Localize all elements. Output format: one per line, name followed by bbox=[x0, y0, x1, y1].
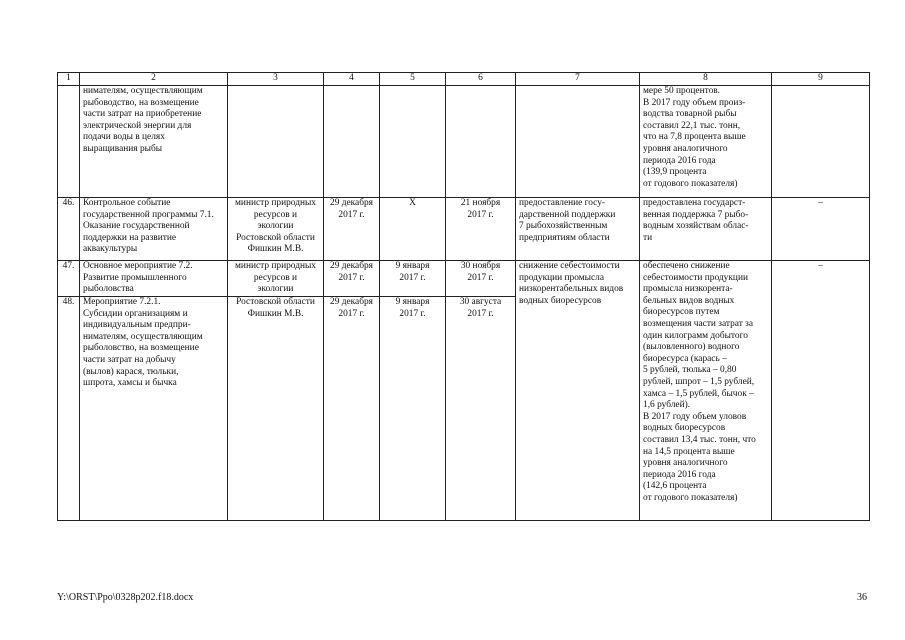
cell-line: Фишкин М.В. bbox=[247, 308, 304, 319]
cell-line: – bbox=[818, 198, 823, 208]
cell-fact-end bbox=[446, 261, 516, 297]
table-row bbox=[58, 261, 870, 297]
cell-actual-result bbox=[640, 261, 772, 521]
cell-line: 2017 г. bbox=[338, 209, 365, 220]
cell-line: 2017 г. bbox=[338, 308, 365, 319]
cell-line: В 2017 году объем уловов bbox=[643, 411, 747, 422]
cell-line: биоресурсов путем bbox=[643, 307, 720, 318]
cell-title bbox=[80, 86, 228, 198]
cell-line: периода 2016 года bbox=[643, 469, 716, 480]
cell-line: части затрат на добычу bbox=[83, 354, 176, 365]
cell-title bbox=[80, 261, 228, 297]
cell-line: 29 декабря bbox=[330, 297, 373, 307]
cell-actual-result bbox=[640, 86, 772, 198]
cell-line: водства товарной рыбы bbox=[643, 109, 737, 120]
cell-line: рыболовство, на возмещение bbox=[83, 343, 199, 354]
cell-line: Развитие промышленного bbox=[83, 272, 187, 283]
cell-line: Основное мероприятие 7.2. bbox=[83, 261, 193, 271]
cell-line: 21 ноября bbox=[460, 198, 501, 208]
cell-line: 2017 г. bbox=[467, 308, 494, 319]
cell-line: составил 13,4 тыс. тонн, что bbox=[643, 434, 756, 445]
cell-title bbox=[80, 297, 228, 521]
cell-line: водных биоресурсов bbox=[643, 423, 726, 434]
cell-line: нимателям, осуществляющим bbox=[83, 331, 203, 342]
cell-line: индивидуальным предпри- bbox=[83, 320, 191, 331]
cell-line: себестоимости продукции bbox=[643, 272, 748, 283]
cell-line: Фишкин М.В. bbox=[247, 244, 304, 255]
cell-line: от годового показателя) bbox=[643, 492, 738, 503]
cell-line: части затрат на приобретение bbox=[83, 109, 202, 120]
cell-line: рыболовства bbox=[83, 284, 134, 295]
header-cell: 1 bbox=[58, 73, 80, 86]
cell-line: предоставление госу- bbox=[519, 198, 606, 208]
cell-line: продукции промысла bbox=[519, 272, 604, 283]
cell-line: (139,9 процента bbox=[643, 167, 707, 178]
cell-line: промысла низкорента- bbox=[643, 284, 733, 295]
cell-line: (142,6 процента bbox=[643, 481, 707, 492]
table-row bbox=[58, 198, 870, 261]
cell-line: биоресурса (карась – bbox=[643, 353, 727, 364]
cell-line: Ростовской области bbox=[236, 232, 315, 243]
cell-line: 9 января bbox=[395, 297, 430, 307]
cell-plan-end bbox=[324, 198, 380, 261]
cell-line: 2017 г. bbox=[399, 272, 426, 283]
page-number: 36 bbox=[857, 592, 867, 603]
row-number: 48. bbox=[58, 297, 80, 521]
cell-line: электрической энергии для bbox=[83, 120, 192, 131]
cell-line: 30 августа bbox=[459, 297, 502, 307]
header-cell: 2 bbox=[80, 73, 228, 86]
cell-line: Мероприятие 7.2.1. bbox=[83, 297, 161, 307]
cell-plan-end bbox=[324, 261, 380, 297]
cell-line: подачи воды в целях bbox=[83, 132, 165, 143]
cell-line: нимателям, осуществляющим bbox=[83, 86, 203, 96]
row-number: 47. bbox=[58, 261, 80, 297]
cell-line: министр природных bbox=[235, 198, 316, 208]
cell-responsible bbox=[228, 198, 324, 261]
cell-line: Оказание государственной bbox=[83, 221, 190, 232]
cell-line: Субсидии организациям и bbox=[83, 308, 188, 319]
cell-plan-end bbox=[324, 86, 380, 198]
header-cell: 4 bbox=[324, 73, 380, 86]
cell-line: уровня аналогичного bbox=[643, 143, 728, 154]
cell-line: хамса – 1,5 рублей, бычок – bbox=[643, 388, 754, 399]
cell-line: венная поддержка 7 рыбо- bbox=[643, 209, 749, 220]
cell-fact-start bbox=[380, 297, 446, 521]
cell-line: 1,6 рублей). bbox=[643, 400, 691, 411]
cell-line: выращивания рыбы bbox=[83, 143, 163, 154]
cell-problems bbox=[772, 261, 870, 521]
cell-line: 9 января bbox=[395, 261, 430, 271]
cell-line: 2017 г. bbox=[399, 308, 426, 319]
cell-line: водным хозяйствам облас- bbox=[643, 221, 749, 232]
cell-line: обеспечено снижение bbox=[643, 261, 730, 271]
cell-problems bbox=[772, 86, 870, 198]
cell-line: экологии bbox=[257, 284, 294, 295]
cell-line: шпрота, хамсы и бычка bbox=[83, 378, 177, 389]
cell-line: министр природных bbox=[235, 261, 316, 271]
cell-fact-start bbox=[380, 198, 446, 261]
cell-line: предприятиям области bbox=[519, 232, 610, 243]
cell-line: рублей, шпрот – 1,5 рублей, bbox=[643, 376, 755, 387]
cell-line: периода 2016 года bbox=[643, 155, 716, 166]
cell-line: бельных видов водных bbox=[643, 295, 735, 306]
cell-line: снижение себестоимости bbox=[519, 261, 620, 271]
cell-responsible bbox=[228, 261, 324, 297]
cell-line: составил 22,1 тыс. тонн, bbox=[643, 120, 741, 131]
cell-title bbox=[80, 198, 228, 261]
header-row bbox=[58, 73, 870, 86]
cell-actual-result bbox=[640, 198, 772, 261]
cell-line: 29 декабря bbox=[330, 198, 373, 208]
cell-line: Ростовской области bbox=[236, 297, 315, 307]
cell-fact-start bbox=[380, 261, 446, 297]
cell-line: уровня аналогичного bbox=[643, 458, 728, 469]
cell-line: 2017 г. bbox=[467, 209, 494, 220]
cell-line: на 14,5 процента выше bbox=[643, 446, 735, 457]
cell-line: ресурсов и bbox=[253, 272, 298, 283]
row-number: 46. bbox=[58, 198, 80, 261]
cell-line: – bbox=[818, 261, 823, 271]
table-row bbox=[58, 86, 870, 198]
cell-responsible bbox=[228, 86, 324, 198]
cell-line: Х bbox=[409, 198, 416, 208]
cell-line: низкорентабельных видов bbox=[519, 284, 624, 295]
cell-expected-result bbox=[516, 198, 640, 261]
cell-line: экологии bbox=[257, 221, 294, 232]
header-cell: 7 bbox=[516, 73, 640, 86]
cell-line: рыбоводство, на возмещение bbox=[83, 97, 199, 108]
header-cell: 8 bbox=[640, 73, 772, 86]
cell-line: один килограмм добытого bbox=[643, 330, 748, 341]
cell-line: возмещения части затрат за bbox=[643, 318, 754, 329]
cell-line: государственной программы 7.1. bbox=[83, 209, 214, 220]
cell-line: ресурсов и bbox=[253, 209, 298, 220]
cell-line: 29 декабря bbox=[330, 261, 373, 271]
header-cell: 6 bbox=[446, 73, 516, 86]
file-path: Y:\ORST\Ppo\0328p202.f18.docx bbox=[57, 592, 194, 603]
cell-plan-end bbox=[324, 297, 380, 521]
cell-fact-end bbox=[446, 198, 516, 261]
cell-fact-end bbox=[446, 297, 516, 521]
cell-line: поддержки на развитие bbox=[83, 232, 177, 243]
cell-line: 2017 г. bbox=[338, 272, 365, 283]
cell-line: предоставлена государст- bbox=[643, 198, 746, 208]
header-cell: 3 bbox=[228, 73, 324, 86]
cell-line: (выловленного) водного bbox=[643, 342, 740, 353]
cell-line: 5 рублей, тюлька – 0,80 bbox=[643, 365, 737, 376]
cell-line: (вылов) карася, тюльки, bbox=[83, 366, 179, 377]
cell-fact-start bbox=[380, 86, 446, 198]
row-number bbox=[58, 86, 80, 198]
cell-line: дарственной поддержки bbox=[519, 209, 616, 220]
cell-line: 30 ноября bbox=[460, 261, 501, 271]
cell-responsible bbox=[228, 297, 324, 521]
cell-fact-end bbox=[446, 86, 516, 198]
header-cell: 9 bbox=[772, 73, 870, 86]
cell-line: 7 рыбохозяйственным bbox=[519, 221, 608, 232]
cell-line: мере 50 процентов. bbox=[643, 86, 721, 96]
cell-line: Контрольное событие bbox=[83, 198, 171, 208]
cell-expected-result bbox=[516, 261, 640, 521]
cell-line: 2017 г. bbox=[467, 272, 494, 283]
cell-line: аквакультуры bbox=[83, 244, 138, 255]
report-table bbox=[57, 72, 870, 521]
header-cell: 5 bbox=[380, 73, 446, 86]
cell-line: от годового показателя) bbox=[643, 178, 738, 189]
cell-line: ти bbox=[643, 232, 653, 243]
cell-line: водных биоресурсов bbox=[519, 295, 602, 306]
cell-problems bbox=[772, 198, 870, 261]
cell-expected-result bbox=[516, 86, 640, 198]
cell-line: что на 7,8 процента выше bbox=[643, 132, 746, 143]
cell-line: В 2017 году объем произ- bbox=[643, 97, 746, 108]
